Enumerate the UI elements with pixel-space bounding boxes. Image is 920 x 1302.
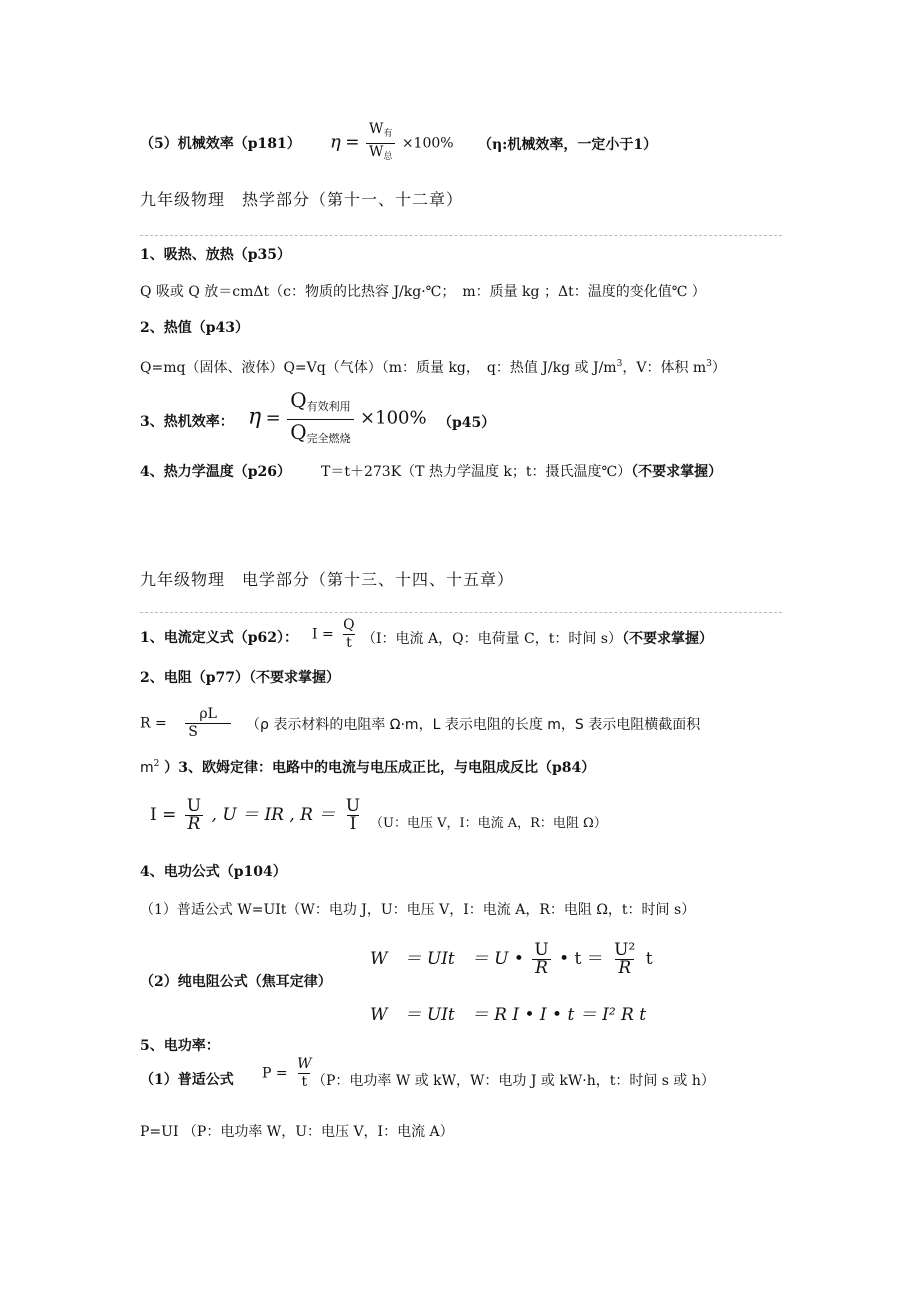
ohm-middle: , U ＝ IR , R ＝ [211,805,336,825]
mech-numerator: W [368,121,384,137]
pure1-part-a: W ＝ UIt ＝ U • [370,949,524,969]
eta-symbol: η [248,404,262,430]
ohm-denominator-1: R [185,815,204,833]
heat-s2-sup1: 3 [616,359,623,369]
elec-s2-desc: （ρ 表示材料的电阻率 Ω·m，L 表示电阻的长度 m，S 表示电阻横截面积 [246,717,701,733]
heat-s3-numerator-sub: 有效利用 [306,400,351,413]
mech-times: ×100% [401,135,454,152]
elec-s1-formula [312,617,360,652]
elec-s5-ui: P=UI （P：电功率 W，U：电压 V，I：电流 A） [140,1124,454,1140]
elec-s1-label: 1、电流定义式（p62）： [140,630,299,646]
ohm-denominator-2: I [347,815,360,833]
heat-s3-formula [248,388,427,451]
ohm-numerator-1: U [186,796,202,816]
pure1-denominator-1: R [532,959,551,977]
heat-s3-denominator-sub: 完全燃烧 [306,432,351,445]
mech-denominator: W [368,144,384,160]
pure1-fraction-1 [531,942,551,977]
elec-ohm-title: ）3、欧姆定律：电路中的电流与电压成正比，与电阻成反比（p84） [159,760,596,776]
divider [140,612,782,613]
elec-s1-fraction [340,617,357,652]
elec-heading: 九年级物理 电学部分（第十三、十四、十五章） [140,570,515,589]
elec-s5-lhs: P = [262,1065,288,1082]
mech-numerator-sub: 有 [383,129,393,139]
heat-s1-formula: Q 吸或 Q 放＝cmΔt（c：物质的比热容 J/kg·℃； m：质量 kg ；Δt：温度的变化值℃ ） [140,284,706,300]
elec-s2-continue [140,754,595,778]
elec-s2-title: 2、电阻（p77）（不要求掌握） [140,670,341,686]
eta-symbol: η [330,131,341,153]
pure1-fraction-2 [611,942,638,977]
heat-s2-part-b: ，V：体积 m [622,360,707,376]
mech-efficiency-row [140,134,301,154]
equals: = [345,132,360,153]
elec-s2-numerator: ρL [199,706,217,722]
heat-heading: 九年级物理 热学部分（第十一、十二章） [140,190,464,209]
pure1-denominator-2: R [615,959,634,977]
elec-s1-numerator: Q [343,617,355,633]
pure1-numerator-1: U [534,940,549,960]
elec-s5-denominator: t [298,1073,310,1091]
heat-s3-times: ×100% [360,407,427,429]
heat-s4-title: 4、热力学温度（p26） [140,464,292,480]
elec-s4-title: 4、电功公式（p104） [140,864,287,880]
elec-s5-general-label: （1）普适公式 [140,1072,234,1088]
heat-s3-label: 3、热机效率： [140,414,234,430]
mech-fraction [366,121,395,166]
heat-s3-numerator: Q [290,388,307,412]
heat-s2-title: 2、热值（p43） [140,320,250,336]
ohm-lhs: I = [150,805,177,825]
mech-efficiency-label: （5）机械效率（p181） [140,136,301,152]
ohm-numerator-2: U [345,796,361,816]
elec-s2-unit-sup: 2 [153,759,160,769]
equals: = [265,407,281,429]
elec-s4-pure-label: （2）纯电阻公式（焦耳定律） [140,974,332,990]
elec-s1-denominator: t [343,634,355,652]
elec-s1-desc-row [362,628,713,648]
heat-s2-formula [140,354,726,378]
heat-s4-formula: T＝t＋273K（T 热力学温度 k；t：摄氏温度℃） [321,464,632,480]
elec-s5-numerator: W [297,1056,312,1072]
ohm-law-formula [150,798,365,833]
heat-s1-title: 1、吸热、放热（p35） [140,247,292,263]
elec-s1-desc: （I：电流 A，Q：电荷量 C，t：时间 s） [362,631,622,647]
divider [140,235,782,236]
ohm-desc: （U：电压 V，I：电流 A，R：电阻 Ω） [370,816,607,831]
elec-s1-note: （不要求掌握） [622,631,713,647]
pure1-numerator-2: U² [614,940,636,960]
heat-s3-page: （p45） [438,415,496,431]
pure1-part-c: t [645,949,653,969]
mech-efficiency-formula [330,121,454,166]
heat-s2-part-c: ） [711,360,726,376]
pure1-part-b: • t ＝ [559,949,604,969]
heat-s2-part-a: Q=mq（固体、液体）Q=Vq（气体）（m：质量 kg， q：热值 J/kg 或 J/m [140,360,617,376]
heat-s3-fraction [287,388,353,451]
elec-s1-lhs: I = [312,626,334,643]
elec-s5-title: 5、电功率： [140,1038,220,1054]
elec-s2-formula [140,706,233,741]
pure-resistance-eq-2: W ＝ UIt ＝ R I • I • t ＝ I² R t [370,1005,647,1025]
elec-s2-unit: m [140,760,154,776]
elec-s5-desc: （P：电功率 W 或 kW，W：电功 J 或 kW·h，t：时间 s 或 h） [312,1073,715,1089]
heat-s4-note: （不要求掌握） [631,464,723,480]
elec-s1-row [140,628,298,648]
mech-denominator-sub: 总 [383,152,393,162]
elec-s2-denominator: S [185,723,231,741]
pure-resistance-eq-1 [370,942,653,977]
heat-s3-denominator: Q [290,420,307,444]
elec-s2-fraction [185,706,231,741]
mech-efficiency-note: （η:机械效率，一定小于1） [478,137,658,153]
heat-s2-sup2: 3 [706,359,712,369]
ohm-fraction-1 [184,798,204,833]
heat-s4-row [140,462,722,482]
elec-s2-lhs: R = [140,715,167,732]
elec-s5-formula [262,1056,316,1091]
ohm-fraction-2 [343,798,363,833]
elec-s4-general: （1）普适公式 W=UIt（W：电功 J，U：电压 V，I：电流 A，R：电阻 Ω，t：时间 s） [140,902,696,918]
